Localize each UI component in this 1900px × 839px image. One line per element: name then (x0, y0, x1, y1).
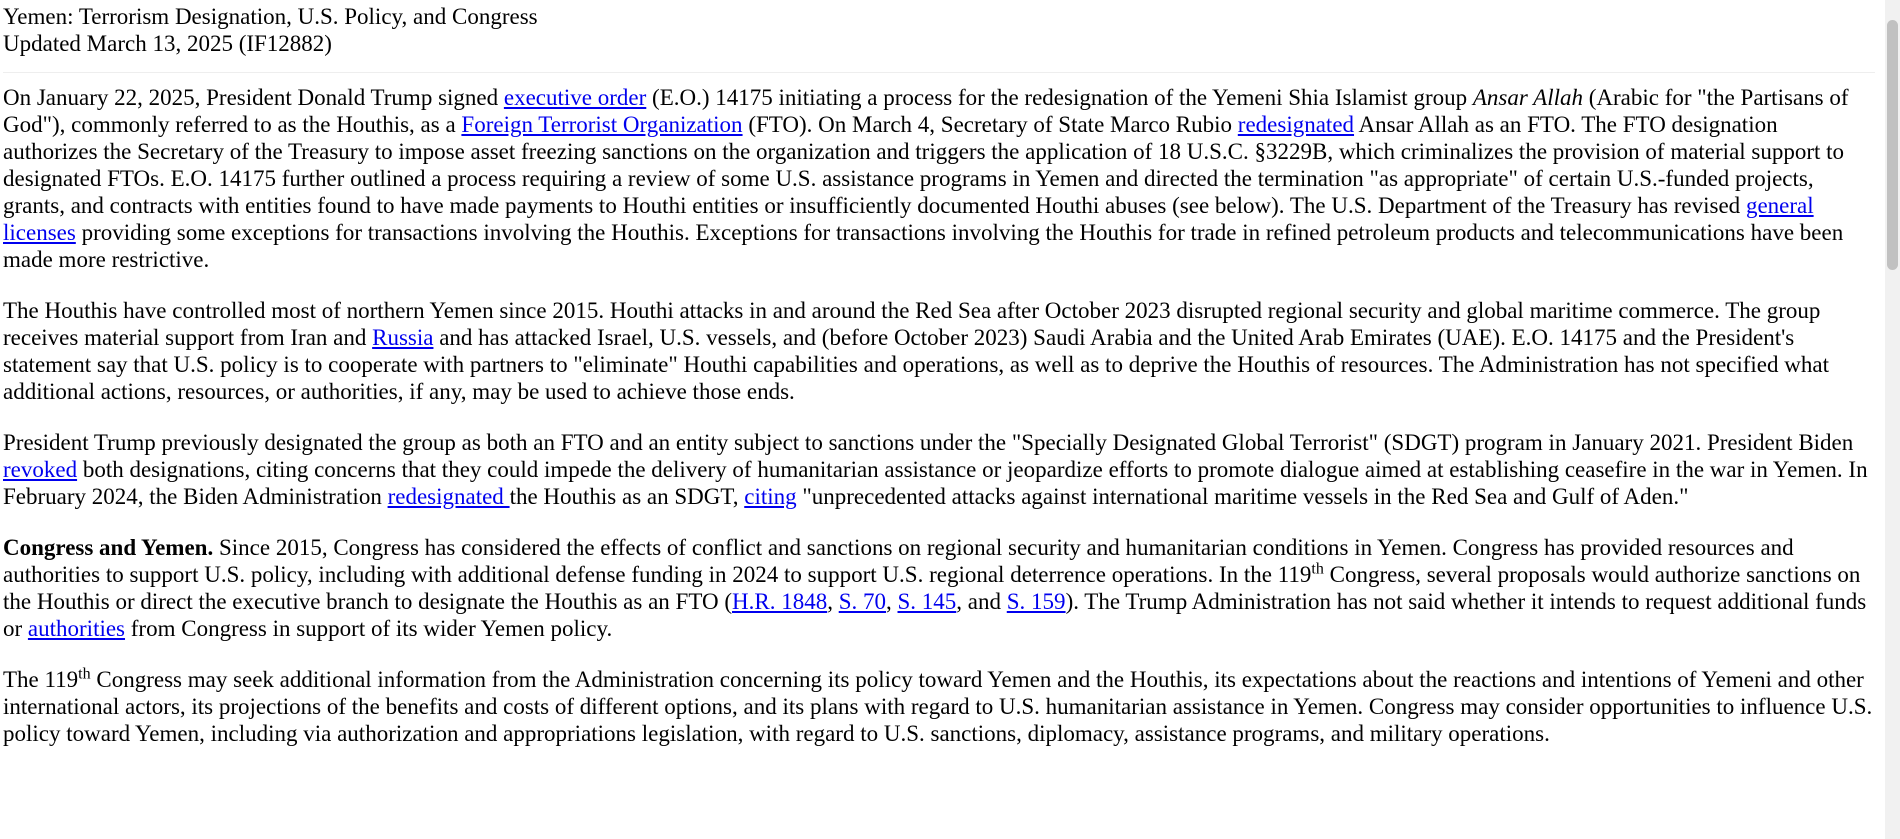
link-redesignated-sdgt[interactable]: redesignated (387, 484, 510, 509)
link-general-licenses[interactable]: general licenses (3, 193, 1814, 245)
text-run: On January 22, 2025, President Donald Trump signed (3, 85, 504, 110)
text-run: "unprecedented attacks against international maritime vessels in the Red Sea and Gulf of Aden." (796, 484, 1689, 509)
text-run: (E.O.) 14175 initiating a process for the redesignation of the Yemeni Shia Islamist group (646, 85, 1473, 110)
text-run: Ansar Allah as an FTO. The FTO designation authorizes the Secretary of the Treasury to impose asset freezing sanctions on the organization and triggers the application of 18 U.S.C. §3229B, which criminalizes the provision of material support to designated FTOs. E.O. 14175 further outlined a process requiring a review of some U.S. assistance programs in Yemen and directed the termination "as appropriate" of certain U.S.-funded projects, grants, and contracts with entities found to have made payments to Houthi entities or insufficiently documented Houthi abuses (see below). The U.S. Department of the Treasury has revised (3, 112, 1845, 218)
link-redesignated[interactable]: redesignated (1237, 112, 1355, 137)
paragraph-houthi-control (3, 297, 1875, 405)
text-run: Congress may seek additional information from the Administration concerning its policy toward Yemen and the Houthis, its expectations about the reactions and intentions of Yemeni and other international actors, its projections of the benefits and costs of different options, and its plans with regard to U.S. humanitarian assistance in Yemen. Congress may consider opportunities to influence U.S. policy toward Yemen, including via authorization and appropriations legislation, with regard to U.S. sanctions, diplomacy, assistance programs, and military operations. (3, 667, 1873, 746)
link-citing[interactable]: citing (744, 484, 797, 509)
italic-ansar-allah: Ansar Allah (1472, 85, 1583, 110)
text-run: , (886, 589, 898, 614)
ordinal-suffix: th (78, 665, 91, 683)
link-authorities[interactable]: authorities (27, 616, 126, 641)
text-run: both designations, citing concerns that they could impede the delivery of humanitarian assistance or jeopardize efforts to promote dialogue aimed at establishing ceasefire in the war in Yemen. In February 2024, the Biden Administration (3, 457, 1868, 509)
link-s-70[interactable]: S. 70 (838, 589, 886, 614)
text-run: Congress, several proposals would authorize sanctions on the Houthis or direct the executive branch to designate the Houthis as an FTO ( (3, 562, 1861, 614)
link-s-145[interactable]: S. 145 (897, 589, 957, 614)
text-run: President Trump previously designated the group as both an FTO and an entity subject to sanctions under the "Specially Designated Global Terrorist" (SDGT) program in January 2021. President Biden (3, 430, 1854, 455)
link-s-159[interactable]: S. 159 (1006, 589, 1066, 614)
report-title: Yemen: Terrorism Designation, U.S. Policy, and Congress (3, 4, 538, 29)
text-run: and has attacked Israel, U.S. vessels, and (before October 2023) Saudi Arabia and the United Arab Emirates (UAE). E.O. 14175 and the President's statement say that U.S. policy is to cooperate with partners to "eliminate" Houthi capabilities and operations, as well as to deprive the Houthis of resources. The Administration has not specified what additional actions, resources, or authorities, if any, may be used to achieve those ends. (3, 325, 1829, 404)
link-russia[interactable]: Russia (372, 325, 434, 350)
scrollbar-thumb[interactable] (1887, 20, 1898, 270)
text-run: (FTO). On March 4, Secretary of State Marco Rubio (742, 112, 1238, 137)
link-foreign-terrorist-organization[interactable]: Foreign Terrorist Organization (461, 112, 743, 137)
link-executive-order[interactable]: executive order (503, 85, 647, 110)
text-run: Since 2015, Congress has considered the effects of conflict and sanctions on regional security and humanitarian conditions in Yemen. Congress has provided resources and authorities to support U.S. policy, including with additional defense funding in 2024 to support U.S. regional deterrence operations. In the 119 (3, 535, 1794, 587)
text-run: , and (956, 589, 1007, 614)
text-run: the Houthis as an SDGT, (509, 484, 745, 509)
header-divider (3, 72, 1875, 73)
link-hr-1848[interactable]: H.R. 1848 (732, 589, 828, 614)
text-run: from Congress in support of its wider Yemen policy. (125, 616, 613, 641)
link-revoked[interactable]: revoked (3, 457, 78, 482)
report-updated-line: Updated March 13, 2025 (IF12882) (3, 31, 332, 56)
vertical-scrollbar[interactable] (1885, 0, 1900, 839)
text-run: The 119 (3, 667, 79, 692)
ordinal-suffix: th (1311, 560, 1324, 578)
text-run: The Houthis have controlled most of northern Yemen since 2015. Houthi attacks in and around the Red Sea after October 2023 disrupted regional security and global maritime commerce. The group receives material support from Iran and (3, 298, 1821, 350)
paragraph-previous-designations (3, 429, 1875, 510)
paragraph-congress-and-yemen (3, 534, 1875, 642)
paragraph-congress-oversight (3, 666, 1875, 747)
text-run: ). The Trump Administration has not said whether it intends to request additional funds or (3, 589, 1867, 641)
text-run: , (827, 589, 839, 614)
paragraph-executive-order (3, 84, 1875, 273)
document-page (3, 3, 1875, 771)
section-heading-congress-and-yemen: Congress and Yemen. (3, 535, 214, 560)
text-run: (Arabic for "the Partisans of God"), commonly referred to as the Houthis, as a (3, 85, 1849, 137)
text-run: providing some exceptions for transactions involving the Houthis. Exceptions for transactions involving the Houthis for trade in refined petroleum products and telecommunications have been made more restrictive. (3, 220, 1844, 272)
